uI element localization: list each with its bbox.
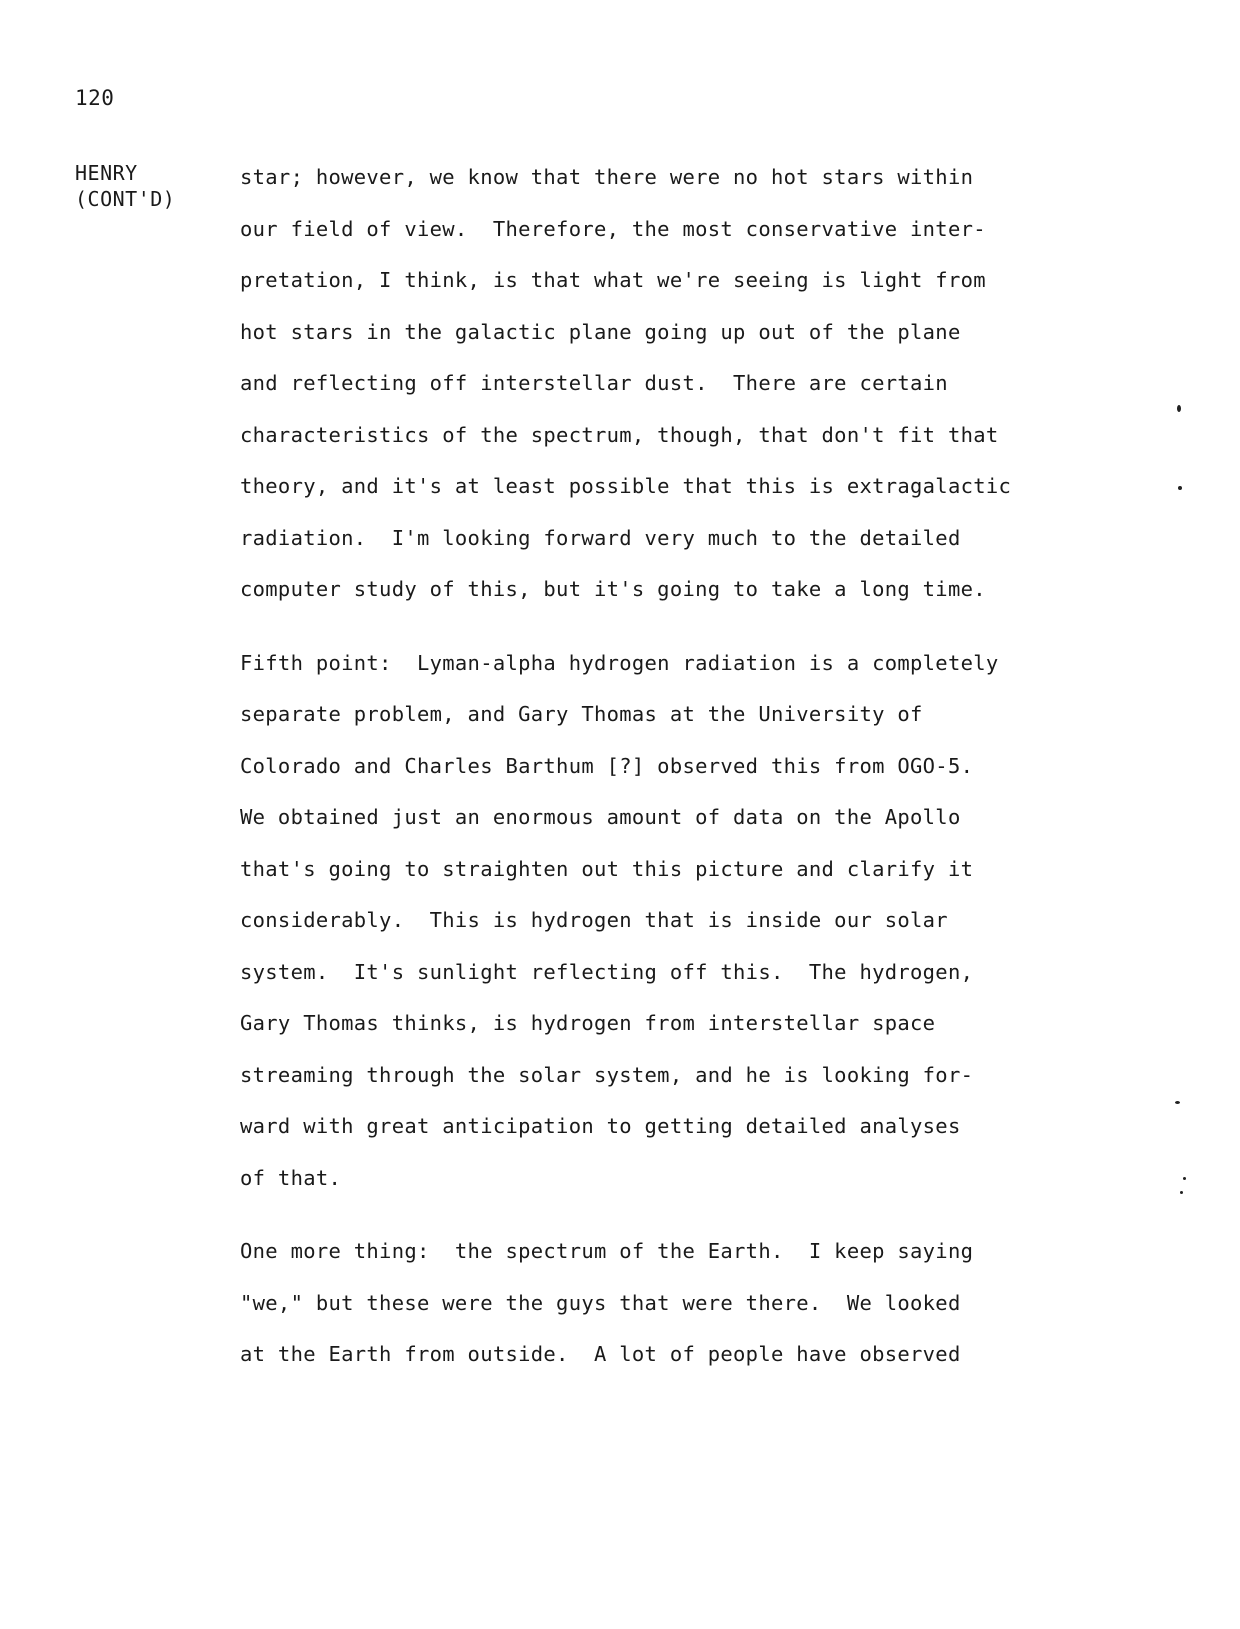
speaker-name: HENRY — [75, 161, 138, 185]
text-line: at the Earth from outside. A lot of people have observed — [240, 1342, 961, 1366]
scan-speck — [1177, 405, 1181, 412]
text-line: "we," but these were the guys that were there. We looked — [240, 1290, 961, 1315]
scan-speck — [1175, 1101, 1180, 1104]
speaker-note: (CONT'D) — [75, 187, 176, 211]
text-line: Gary Thomas thinks, is hydrogen from interstellar space — [240, 1011, 936, 1035]
text-line: of that. — [240, 1165, 342, 1190]
page-number: 120 — [75, 86, 115, 110]
paragraph — [240, 638, 1030, 1205]
scan-speck — [1180, 1191, 1183, 1194]
speaker-label — [75, 160, 175, 212]
text-line: characteristics of the spectrum, though, that don't fit that — [240, 422, 999, 447]
text-line: star; however, we know that there were no hot stars within — [240, 165, 974, 189]
text-line: and reflecting off interstellar dust. There are certain — [240, 371, 948, 395]
text-line: considerably. This is hydrogen that is inside our solar — [240, 908, 948, 932]
text-line: One more thing: the spectrum of the Earth. I keep saying — [240, 1239, 974, 1263]
text-line: pretation, I think, is that what we're seeing is light from — [240, 268, 986, 292]
text-line: streaming through the solar system, and he is looking for- — [240, 1062, 974, 1087]
text-line: that's going to straighten out this picture and clarify it — [240, 856, 974, 881]
text-line: our field of view. Therefore, the most conservative inter- — [240, 216, 986, 241]
text-line: hot stars in the galactic plane going up out of the plane — [240, 319, 961, 344]
text-line: separate problem, and Gary Thomas at the University of — [240, 702, 923, 726]
scan-speck — [1183, 1177, 1186, 1180]
text-line: theory, and it's at least possible that this is extragalactic — [240, 474, 1012, 498]
text-line: We obtained just an enormous amount of data on the Apollo — [240, 805, 961, 829]
transcript-body — [240, 152, 1030, 1381]
paragraph — [240, 152, 1030, 616]
scan-speck — [1178, 486, 1182, 490]
text-line: radiation. I'm looking forward very much to the detailed — [240, 525, 961, 550]
paragraph — [240, 1226, 1030, 1381]
text-line: system. It's sunlight reflecting off this. The hydrogen, — [240, 959, 974, 984]
text-line: Fifth point: Lyman-alpha hydrogen radiation is a completely — [240, 650, 999, 675]
text-line: computer study of this, but it's going to take a long time. — [240, 577, 986, 601]
text-line: Colorado and Charles Barthum [?] observed this from OGO-5. — [240, 753, 974, 778]
text-line: ward with great anticipation to getting detailed analyses — [240, 1114, 961, 1138]
